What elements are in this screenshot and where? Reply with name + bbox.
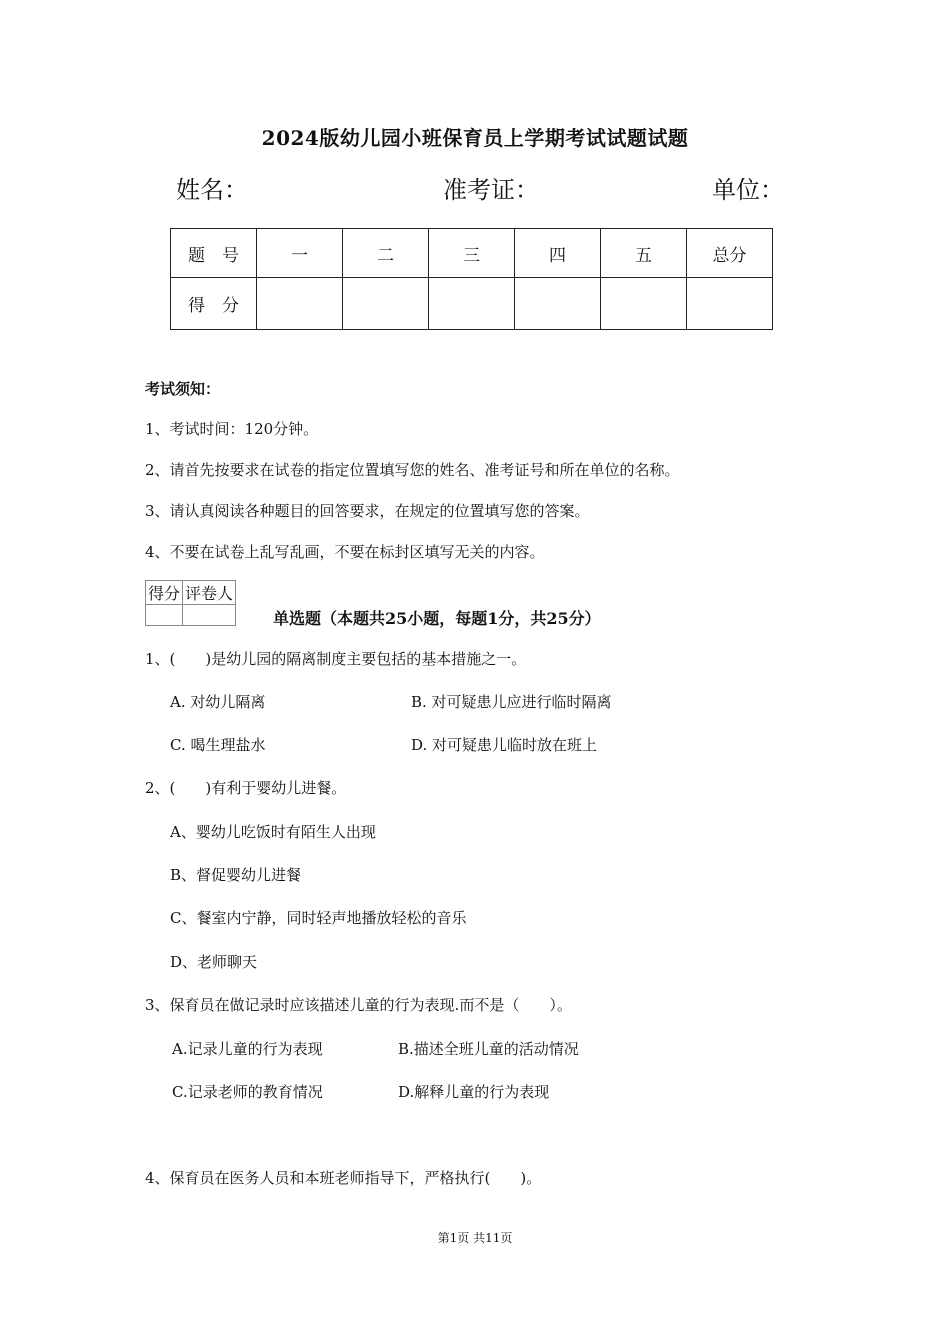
- page-title: 2024版幼儿园小班保育员上学期考试试题试题: [261, 126, 689, 150]
- question-option: A、婴幼儿吃饭时有陌生人出现: [170, 823, 376, 841]
- section-title: 单选题（本题共25小题，每题1分，共25分）: [273, 609, 601, 628]
- question-option: C、餐室内宁静，同时轻声地播放轻松的音乐: [170, 909, 467, 927]
- grader-name-label: 评卷人: [183, 581, 236, 605]
- score-cell[interactable]: [515, 278, 601, 330]
- exam-id-field-label: 准考证：: [443, 176, 539, 204]
- question-option: D. 对可疑患儿临时放在班上: [411, 736, 598, 754]
- question-option: D、老师聊天: [170, 953, 258, 971]
- header-cell: 四: [515, 229, 601, 278]
- question-option: D.解释儿童的行为表现: [398, 1083, 550, 1101]
- header-cell: 三: [429, 229, 515, 278]
- score-row-label: 得 分: [171, 278, 257, 330]
- question-option: B. 对可疑患儿应进行临时隔离: [411, 693, 612, 711]
- question-option: A.记录儿童的行为表现: [172, 1040, 323, 1058]
- question-stem: 1、( )是幼儿园的隔离制度主要包括的基本措施之一。: [145, 650, 527, 668]
- page-footer: 第1页 共11页: [437, 1231, 513, 1245]
- question-option: B.描述全班儿童的活动情况: [398, 1040, 579, 1058]
- unit-field-label: 单位：: [712, 176, 784, 204]
- score-cell[interactable]: [343, 278, 429, 330]
- score-cell[interactable]: [257, 278, 343, 330]
- note-item: 3、请认真阅读各种题目的回答要求，在规定的位置填写您的答案。: [145, 502, 590, 520]
- header-cell: 二: [343, 229, 429, 278]
- question-option: A. 对幼儿隔离: [170, 693, 266, 711]
- question-option: C. 喝生理盐水: [170, 736, 266, 754]
- header-cell: 五: [601, 229, 687, 278]
- name-field-label: 姓名：: [176, 176, 248, 204]
- grader-score-label: 得分: [146, 581, 183, 605]
- notes-heading: 考试须知：: [145, 380, 221, 398]
- question-option: C.记录老师的教育情况: [172, 1083, 323, 1101]
- grader-score-cell[interactable]: [146, 605, 183, 626]
- question-stem: 4、保育员在医务人员和本班老师指导下，严格执行( )。: [145, 1169, 542, 1187]
- score-cell[interactable]: [687, 278, 773, 330]
- note-item: 4、不要在试卷上乱写乱画，不要在标封区填写无关的内容。: [145, 543, 545, 561]
- score-cell[interactable]: [601, 278, 687, 330]
- question-option: B、督促婴幼儿进餐: [170, 866, 302, 884]
- grader-name-cell[interactable]: [183, 605, 236, 626]
- score-table: [170, 228, 773, 330]
- score-table-score-row: [171, 278, 773, 330]
- grader-box: [145, 580, 236, 626]
- score-table-header-row: [171, 229, 773, 278]
- note-item: 1、考试时间：120分钟。: [145, 420, 319, 438]
- score-cell[interactable]: [429, 278, 515, 330]
- header-cell: 一: [257, 229, 343, 278]
- header-cell: 总分: [687, 229, 773, 278]
- header-cell: 题 号: [171, 229, 257, 278]
- note-item: 2、请首先按要求在试卷的指定位置填写您的姓名、准考证号和所在单位的名称。: [145, 461, 680, 479]
- question-stem: 3、保育员在做记录时应该描述儿童的行为表现.而不是（ ）。: [145, 996, 572, 1014]
- question-stem: 2、( )有利于婴幼儿进餐。: [145, 779, 347, 797]
